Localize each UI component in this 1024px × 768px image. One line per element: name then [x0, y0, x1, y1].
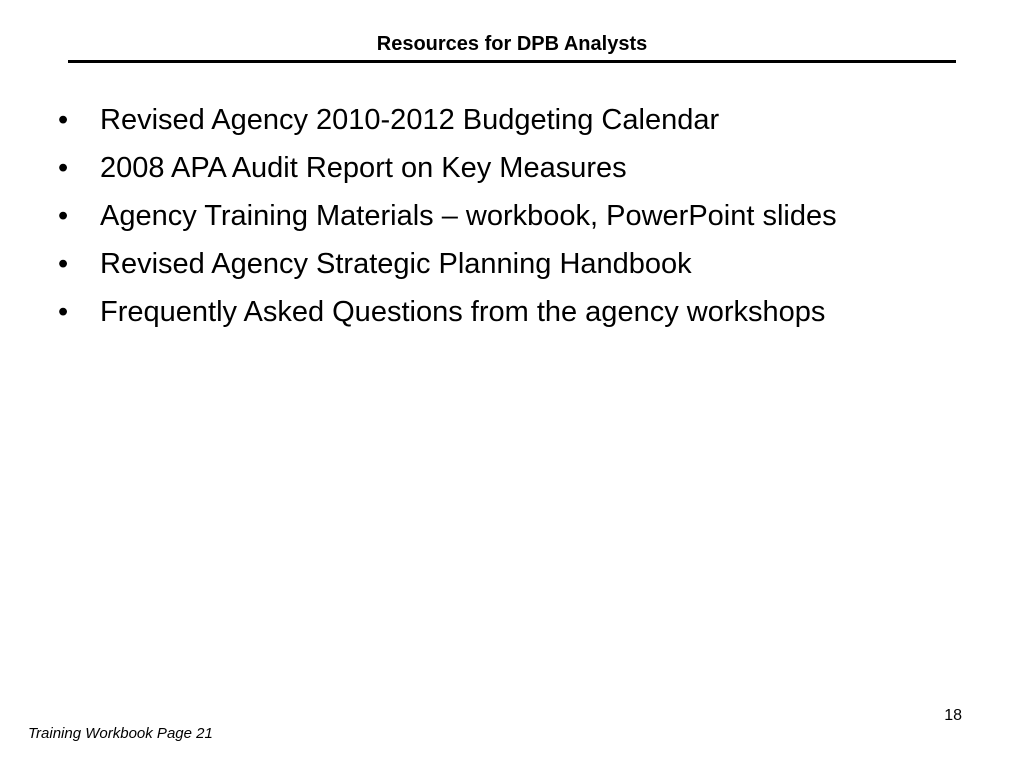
bullet-icon: • — [58, 152, 69, 184]
bullet-text: Frequently Asked Questions from the agency workshops — [100, 296, 826, 328]
page-number: 18 — [944, 707, 962, 724]
bullet-text: Revised Agency Strategic Planning Handbook — [100, 248, 692, 280]
bullet-icon: • — [58, 248, 69, 280]
bullet-icon: • — [58, 296, 69, 328]
footer-note: Training Workbook Page 21 — [28, 725, 213, 742]
bullet-item — [58, 292, 978, 332]
bullet-list — [58, 100, 978, 340]
bullet-item — [58, 196, 978, 236]
bullet-icon: • — [58, 104, 69, 136]
bullet-text: Agency Training Materials – workbook, PowerPoint slides — [100, 200, 837, 232]
bullet-item — [58, 244, 978, 284]
bullet-text: Revised Agency 2010-2012 Budgeting Calendar — [100, 104, 720, 136]
bullet-text: 2008 APA Audit Report on Key Measures — [100, 152, 627, 184]
bullet-item — [58, 148, 978, 188]
title-underline — [68, 60, 956, 63]
bullet-item — [58, 100, 978, 140]
slide-title: Resources for DPB Analysts — [376, 33, 648, 55]
bullet-icon: • — [58, 200, 69, 232]
